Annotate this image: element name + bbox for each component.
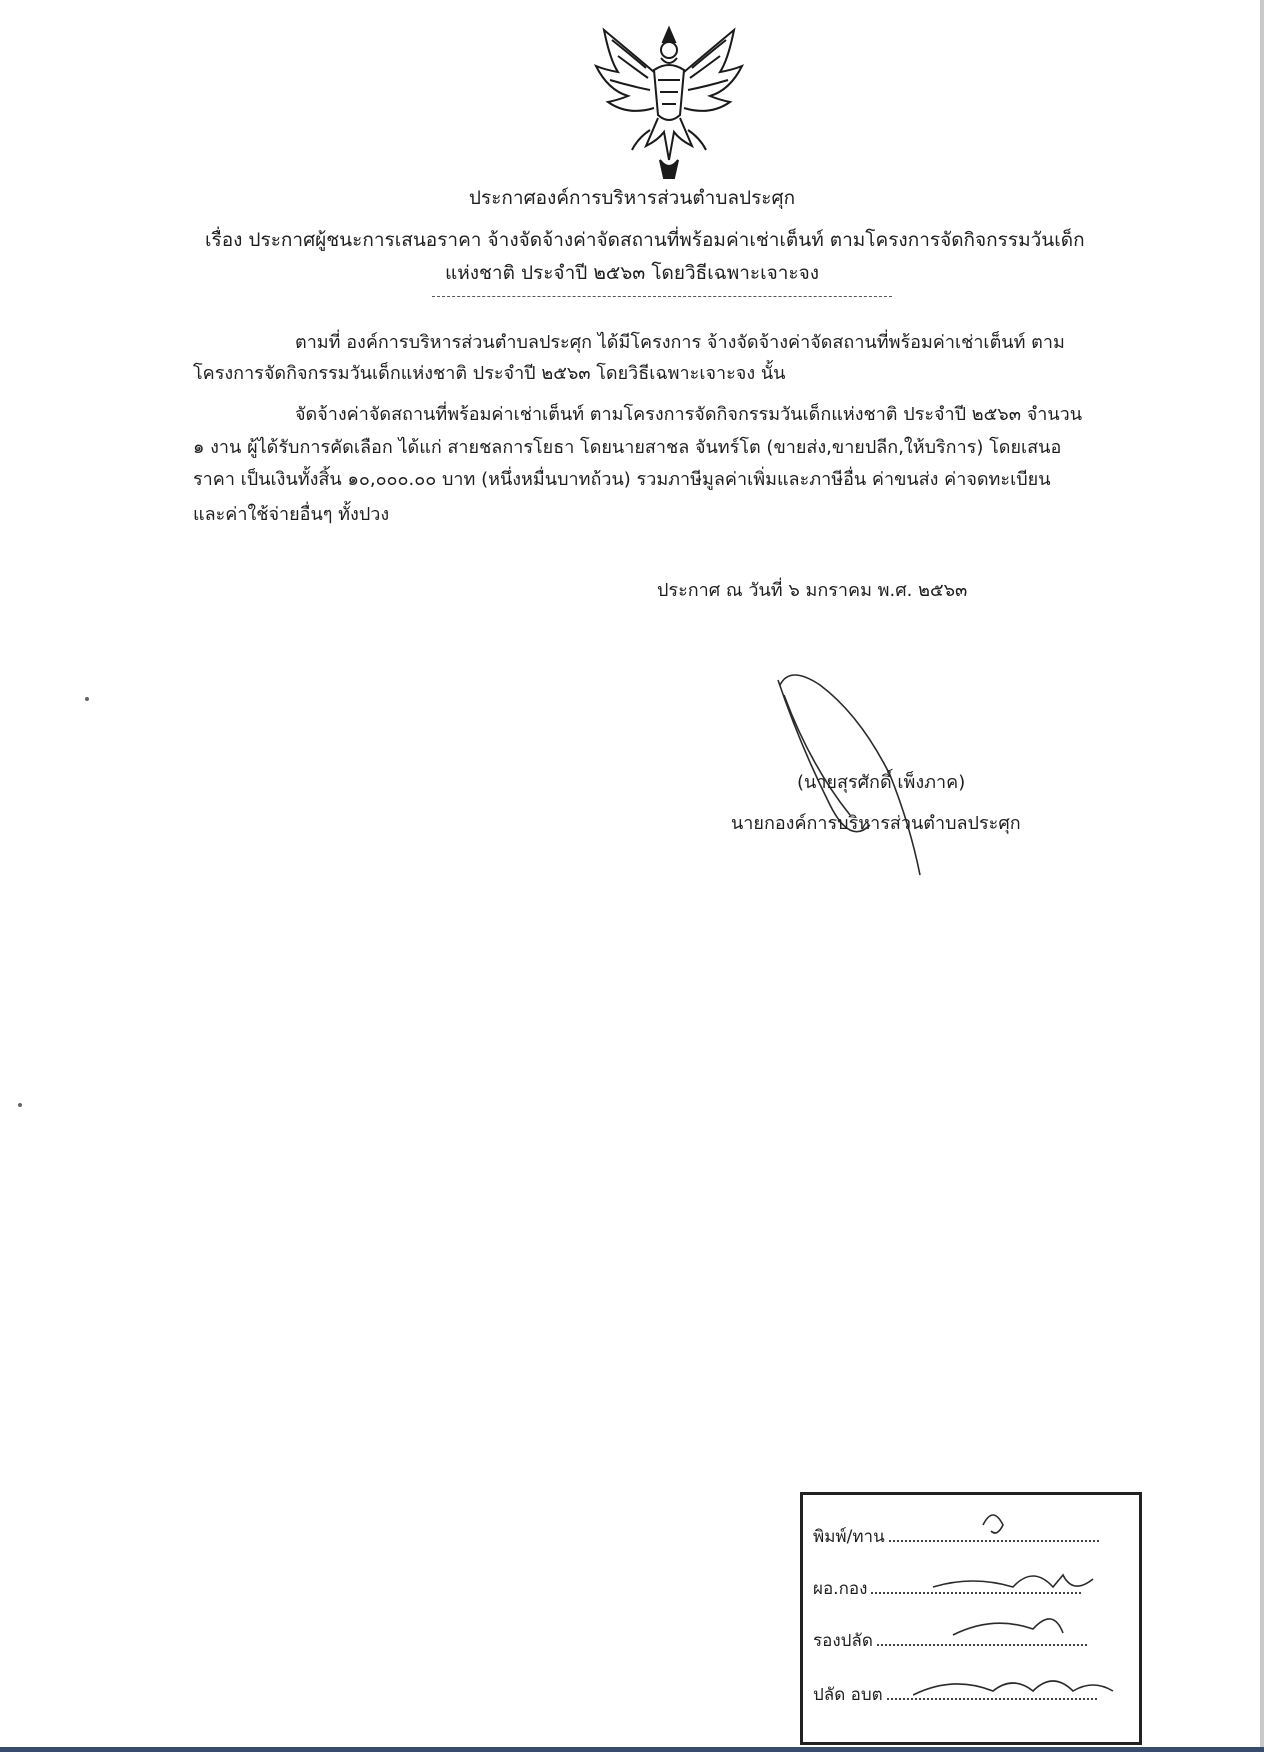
stamp-row-label: ผอ.กอง bbox=[813, 1579, 868, 1599]
announcement-date: ประกาศ ณ วันที่ ๖ มกราคม พ.ศ. ๒๕๖๓ bbox=[657, 580, 968, 601]
garuda-emblem-icon bbox=[588, 20, 750, 182]
scan-border bbox=[0, 1747, 1264, 1752]
announcement-subject-continued: แห่งชาติ ประจำปี ๒๕๖๓ โดยวิธีเฉพาะเจาะจง bbox=[444, 262, 820, 284]
handwritten-initials bbox=[913, 1495, 1133, 1735]
signatory-name: (นายสุรศักดิ์ เพ็งภาค) bbox=[797, 772, 966, 793]
stamp-row-label: ปลัด อบต bbox=[813, 1685, 883, 1705]
stamp-row-label: พิมพ์/ทาน bbox=[813, 1527, 885, 1547]
paragraph-2-line-4: และค่าใช้จ่ายอื่นๆ ทั้งปวง bbox=[193, 504, 390, 525]
paragraph-1-line-1: ตามที่ องค์การบริหารส่วนตำบลประศุก ได้มีโครงการ จ้างจัดจ้างค่าจัดสถานที่พร้อมค่าเช่าเต็นท์ ตาม bbox=[295, 332, 1065, 353]
stamp-row-label: รองปลัด bbox=[813, 1631, 873, 1651]
divider-line bbox=[432, 296, 892, 297]
paragraph-2-line-2: ๑ งาน ผู้ได้รับการคัดเลือก ได้แก่ สายชลการโยธา โดยนายสาชล จันทร์โต (ขายส่ง,ขายปลีก,ให้บริการ) โดยเสนอ bbox=[193, 437, 1062, 458]
announcement-subject: เรื่อง ประกาศผู้ชนะการเสนอราคา จ้างจัดจ้างค่าจัดสถานที่พร้อมค่าเช่าเต็นท์ ตามโครงการจัดกิจกรรมวันเด็ก bbox=[205, 229, 1085, 251]
signatory-position: นายกองค์การบริหารส่วนตำบลประศุก bbox=[731, 813, 1021, 834]
paragraph-1-line-2: โครงการจัดกิจกรรมวันเด็กแห่งชาติ ประจำปี ๒๕๖๓ โดยวิธีเฉพาะเจาะจง นั้น bbox=[193, 363, 786, 384]
announcement-title: ประกาศองค์การบริหารส่วนตำบลประศุก bbox=[468, 187, 796, 209]
paragraph-2-line-3: ราคา เป็นเงินทั้งสิ้น ๑๐,๐๐๐.๐๐ บาท (หนึ่งหมื่นบาทถ้วน) รวมภาษีมูลค่าเพิ่มและภาษีอื่น ค่าขนส่ง ค่าจดทะเบียน bbox=[193, 469, 1051, 490]
paragraph-2-line-1: จัดจ้างค่าจัดสถานที่พร้อมค่าเช่าเต็นท์ ตามโครงการจัดกิจกรรมวันเด็กแห่งชาติ ประจำปี ๒๕๖๓ จำนวน bbox=[295, 404, 1083, 425]
routing-stamp bbox=[800, 1492, 1142, 1745]
scan-speck bbox=[85, 697, 89, 701]
scan-speck bbox=[18, 1103, 22, 1107]
